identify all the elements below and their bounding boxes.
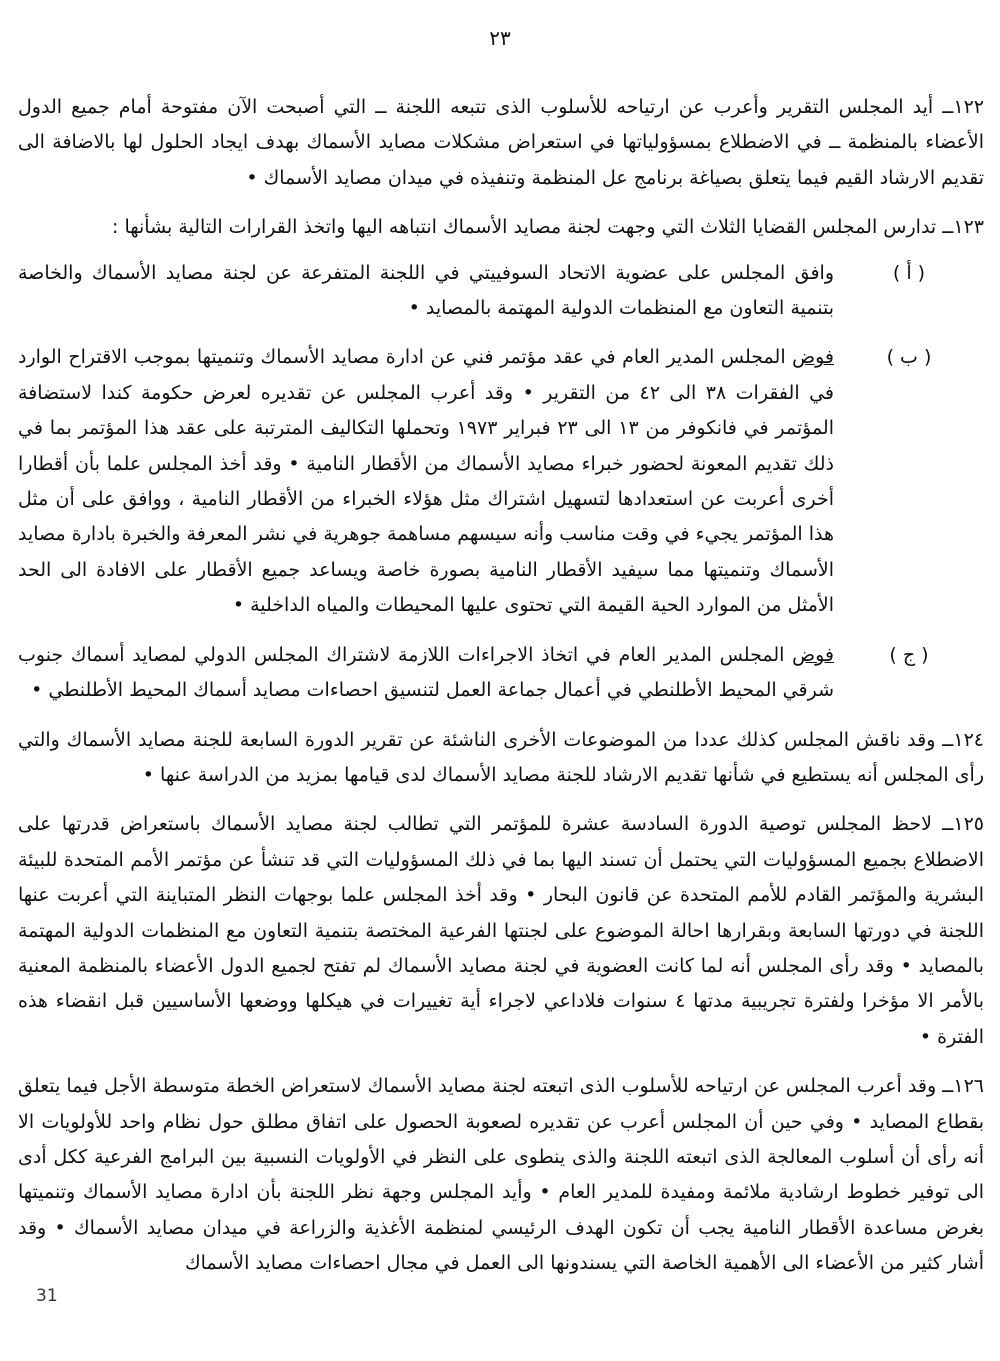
sub-item-a-marker: ( أ ) bbox=[892, 261, 926, 284]
document-body bbox=[18, 90, 984, 1296]
sub-item-a bbox=[18, 256, 984, 327]
sub-item-b-marker: ( ب ) bbox=[886, 346, 932, 369]
paragraph-124: ١٢٤ــ وقد ناقش المجلس كذلك عددا من الموضوعات الأخرى الناشئة عن تقرير الدورة السابعة للجنة مصايد الأسماك والتي رأى المجلس أنه يستطيع في شأنها تقديم الارشاد للجنة مصايد الأسماك لدى قيامها بمزيد من الدراسة عنها • bbox=[18, 728, 984, 786]
sub-item-b-underlined-word: فوض bbox=[792, 346, 834, 369]
sub-item-c-body bbox=[18, 638, 834, 709]
paragraph-126: ١٢٦ــ وقد أعرب المجلس عن ارتياحه للأسلوب الذى اتبعته لجنة مصايد الأسماك لاستعراض الخطة متوسطة الأجل فيما يتعلق بقطاع المصايد • وفي حين أن المجلس أعرب عن تقديره لصعوبة الحصول على اتفاق مطلق حول نظام واحد للأولويات الا أنه رأى أن أسلوب المعالجة الذى اتبعته اللجنة والذى ينطوى على النظر في الأولويات النسبية بين البرامج الفرعية ككل أدى الى توفير خطوط ارشادية ملائمة ومفيدة للمدير العام • وأيد المجلس وجهة نظر اللجنة بأن ادارة مصايد الأسماك وتنميتها بغرض مساعدة الأقطار النامية يجب أن تكون الهدف الرئيسي لمنظمة الأغذية والزراعة في ميدان مصايد الأسماك • وقد أشار كثير من الأعضاء الى الأهمية الخاصة التي يسندونها الى العمل في مجال احصاءات مصايد الأسماك bbox=[18, 1075, 984, 1275]
sub-item-c-marker: ( ج ) bbox=[889, 643, 929, 666]
sub-item-b-text: المجلس المدير العام في عقد مؤتمر فني عن ادارة مصايد الأسماك وتنميتها بموجب الاقتراح الوارد في الفقرات ٣٨ الى ٤٢ من التقرير • وقد أعرب المجلس عن تقديره لعرض حكومة كندا لاستضافة المؤتمر في فانكوفر من ١٣ الى ٢٣ فبراير ١٩٧٣ وتحملها التكاليف المترتبة على عقد هذا المؤتمر بما في ذلك تقديم المعونة لحضور خبراء مصايد الأسماك من الأقطار النامية • وقد أخذ المجلس علما بأن أقطارا أخرى أعربت عن استعدادها لتسهيل اشتراك مثل هؤلاء الخبراء من الأقطار النامية ، ووافق على أن مثل هذا المؤتمر يجيء في وقت مناسب وأنه سيسهم مساهمة جوهرية في نشر المعرفة والخبرة بادارة مصايد الأسماك وتنميتها مما سيفيد الأقطار النامية بصورة خاصة ويساعد جميع الأقطار على الافادة الى الحد الأمثل من الموارد الحية القيمة التي تحتوى عليها المحيطات والمياه الداخلية • bbox=[18, 346, 835, 617]
sub-item-b-body bbox=[18, 340, 834, 623]
sub-item-c-underlined-word: فوض bbox=[792, 643, 834, 666]
sub-item-c-text: المجلس المدير العام في اتخاذ الاجراءات اللازمة لاشتراك المجلس الدولي لمصايد أسماك جنوب شرقي المحيط الأطلنطي في أعمال جماعة العمل لتنسيق احصاءات مصايد أسماك المحيط الأطلنطي • bbox=[18, 643, 834, 702]
sub-item-b bbox=[18, 340, 984, 623]
footer-page-number: 31 bbox=[36, 1286, 58, 1306]
paragraph-122: ١٢٢ــ أيد المجلس التقرير وأعرب عن ارتياحه للأسلوب الذى تتبعه اللجنة ــ التي أصبحت الآن مفتوحة أمام جميع الدول الأعضاء بالمنظمة ــ في الاضطلاع بمسؤولياتها في استعراض مشكلات مصايد الأسماك بهدف ايجاد الحلول لها بالاضافة الى تقديم الارشاد القيم فيما يتعلق بصياغة برنامج عل المنظمة وتنفيذه في ميدان مصايد الأسماك • bbox=[18, 96, 984, 189]
paragraph-123: ١٢٣ــ تدارس المجلس القضايا الثلاث التي وجهت لجنة مصايد الأسماك انتباهه اليها واتخذ القرارات التالية بشأنها : bbox=[112, 216, 984, 239]
paragraph-125: ١٢٥ــ لاحظ المجلس توصية الدورة السادسة عشرة للمؤتمر التي تطالب لجنة مصايد الأسماك باستعراض قدرتها على الاضطلاع بجميع المسؤوليات التي يحتمل أن تسند اليها بما في ذلك المسؤوليات التي قد تنشأ عن مؤتمر الأمم المتحدة للبيئة البشرية والمؤتمر القادم للأمم المتحدة عن قانون البحار • وقد أخذ المجلس علما بوجهات النظر المتباينة التي أعربت عنها اللجنة في دورتها السابعة وبقرارها احالة الموضوع على لجنتها الفرعية المختصة بتنمية التعاون مع المنظمات الدولية المهتمة بالمصايد • وقد رأى المجلس أنه لما كانت العضوية في لجنة مصايد الأسماك لم تفتح لجميع الدول الأعضاء بالمنظمة المعنية بالأمر الا مؤخرا ولفترة تجريبية مدتها ٤ سنوات فلاداعي لاجراء أية تغييرات في هيكلها ووضعها الأساسيين قبل انقضاء هذه الفترة • bbox=[18, 813, 985, 1048]
sub-item-a-text: وافق المجلس على عضوية الاتحاد السوفييتي في اللجنة المتفرعة عن لجنة مصايد الأسماك والخاصة بتنمية التعاون مع المنظمات الدولية المهتمة بالمصايد • bbox=[18, 261, 834, 320]
page-number: ٢٣ bbox=[489, 26, 511, 50]
sub-item-c bbox=[18, 638, 984, 709]
